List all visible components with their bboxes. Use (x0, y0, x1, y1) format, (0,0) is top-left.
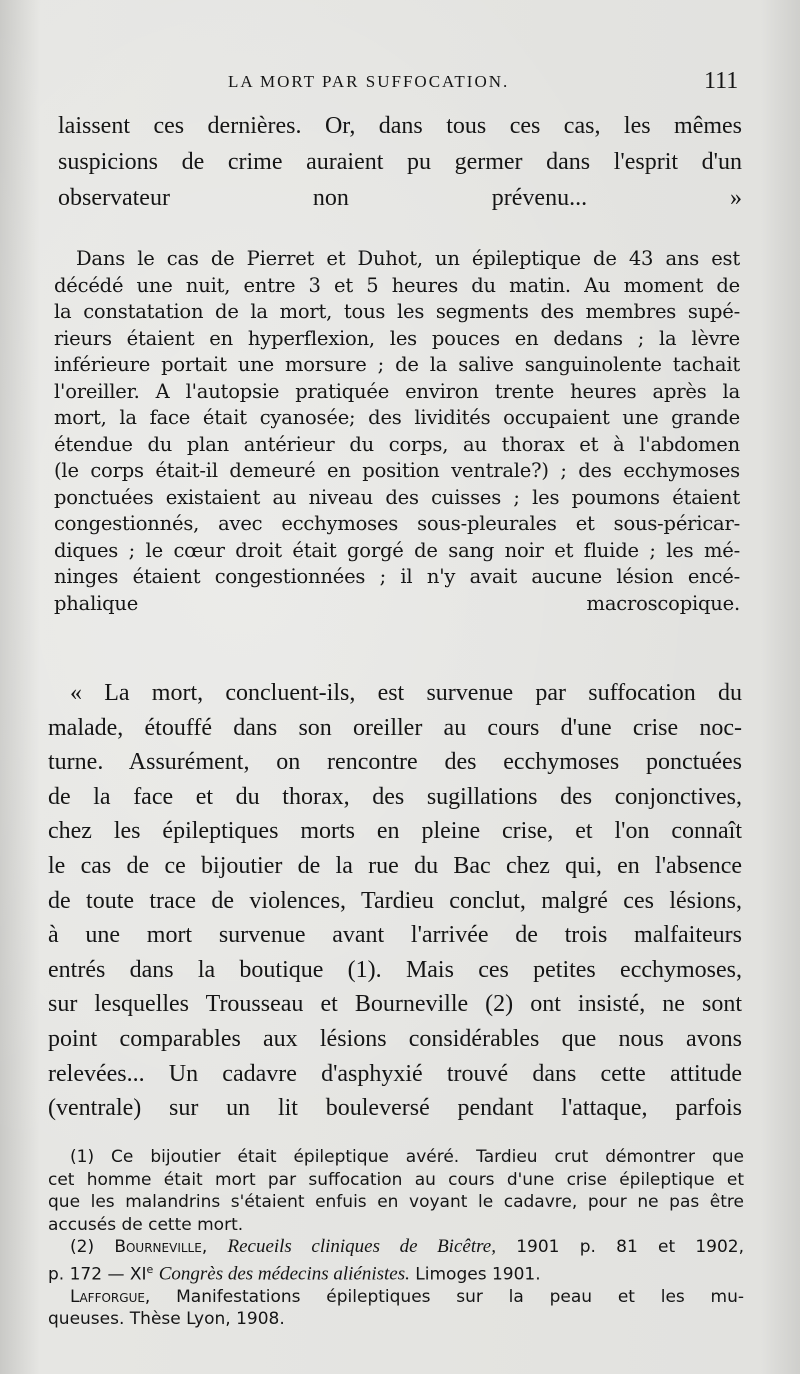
footnote-marker: (2) (70, 1237, 95, 1257)
continuation-paragraph (58, 108, 742, 216)
text-line: à une mort survenue avant l'arrivée de trois malfaiteurs (48, 922, 742, 949)
footnote-text: p. 172 — XI (48, 1264, 147, 1285)
page-header (0, 68, 800, 102)
text-line: l'oreiller. A l'autopsie pratiquée environ trente heures après la (54, 379, 740, 403)
footnote-line: (1) Ce bijoutier était épileptique avéré. Tardieu crut démontrer que (70, 1147, 744, 1167)
footnote-author: Lafforgue, (70, 1286, 151, 1307)
case-paragraph (54, 246, 740, 617)
text-line: sur lesquelles Trousseau et Bourneville (2) ont insisté, ne sont (48, 991, 742, 1018)
text-line: relevées... Un cadavre d'asphyxié trouvé dans cette attitude (48, 1060, 742, 1087)
text-line: de toute trace de violences, Tardieu conclut, malgré ces lésions, (48, 887, 742, 914)
text-line: entrés dans la boutique (1). Mais ces petites ecchymoses, (48, 956, 742, 983)
text-line: le cas de ce bijoutier de la rue du Bac chez qui, en l'absence (48, 852, 742, 879)
text-line: malade, étouffé dans son oreiller au cours d'une crise noc- (48, 714, 742, 741)
text-line: observateur non prévenu... » (58, 185, 742, 211)
footnote-superscript: e (146, 1262, 154, 1276)
text-line: mort, la face était cyanosée; des lividités occupaient une grande (54, 406, 740, 429)
footnote-2 (48, 1236, 744, 1286)
footnote-line: queuses. Thèse Lyon, 1908. (48, 1309, 285, 1330)
text-line: rieurs étaient en hyperflexion, les pouces en dedans ; la lèvre (54, 326, 740, 350)
page-number: 111 (704, 68, 739, 94)
text-line: (ventrale) sur un lit bouleversé pendant l'attaque, parfois (48, 1095, 742, 1122)
footnotes (48, 1146, 744, 1331)
quote-paragraph (48, 676, 742, 1126)
text-line: phalique macroscopique. (54, 591, 740, 615)
text-line: décédé une nuit, entre 3 et 5 heures du matin. Au moment de (54, 273, 740, 297)
text-line: inférieure portait une morsure ; de la salive sanguinolente tachait (54, 353, 740, 376)
footnote-title: Congrès des médecins aliénistes. (158, 1263, 410, 1285)
text-line: chez les épileptiques morts en pleine crise, et l'on connaît (48, 818, 742, 845)
footnote-line: accusés de cette mort. (48, 1214, 244, 1235)
text-line: de la face et du thorax, des sugillations des conjonctives, (48, 783, 742, 810)
text-line: congestionnés, avec ecchymoses sous-pleurales et sous-péricar- (54, 512, 740, 535)
text-line: laissent ces dernières. Or, dans tous ces cas, les mêmes (58, 113, 742, 139)
text-line: turne. Assurément, on rencontre des ecchymoses ponctuées (48, 749, 742, 776)
text-line: étendue du plan antérieur du corps, au thorax et à l'abdomen (54, 432, 740, 456)
text-line: point comparables aux lésions considérables que nous avons (48, 1025, 742, 1052)
footnote-line: que les malandrins s'étaient enfuis en voyant le cadavre, pour ne pas être (48, 1192, 744, 1212)
footnote-1 (48, 1146, 744, 1236)
text-line: diques ; le cœur droit était gorgé de sang noir et fluide ; les mé- (54, 538, 740, 562)
footnote-text: 1901 p. 81 et 1902, (516, 1237, 744, 1257)
footnote-title: Recueils cliniques de Bicêtre, (227, 1236, 496, 1257)
footnote-line: cet homme était mort par suffocation au cours d'une crise épileptique et (48, 1169, 744, 1190)
footnote-3 (48, 1286, 744, 1331)
footnote-author: Bourneville, (114, 1237, 208, 1257)
text-line: suspicions de crime auraient pu germer dans l'esprit d'un (58, 149, 742, 175)
text-line: ninges étaient congestionnées ; il n'y avait aucune lésion encé- (54, 565, 740, 588)
text-line: la constatation de la mort, tous les segments des membres supé- (54, 300, 740, 323)
text-line: ponctuées existaient au niveau des cuisses ; les poumons étaient (54, 485, 740, 509)
footnote-line (48, 1259, 744, 1286)
footnote-line (48, 1236, 744, 1259)
running-head: LA MORT PAR SUFFOCATION. (228, 72, 510, 91)
footnote-text: Manifestations épileptiques sur la peau et les mu- (176, 1286, 744, 1307)
footnote-text: Limoges 1901. (415, 1264, 541, 1285)
text-line: (le corps était-il demeuré en position ventrale?) ; des ecchymoses (54, 459, 740, 482)
text-line: « La mort, concluent-ils, est survenue par suffocation du (70, 680, 742, 706)
footnote-line (48, 1286, 744, 1309)
text-line: Dans le cas de Pierret et Duhot, un épileptique de 43 ans est (76, 247, 740, 270)
